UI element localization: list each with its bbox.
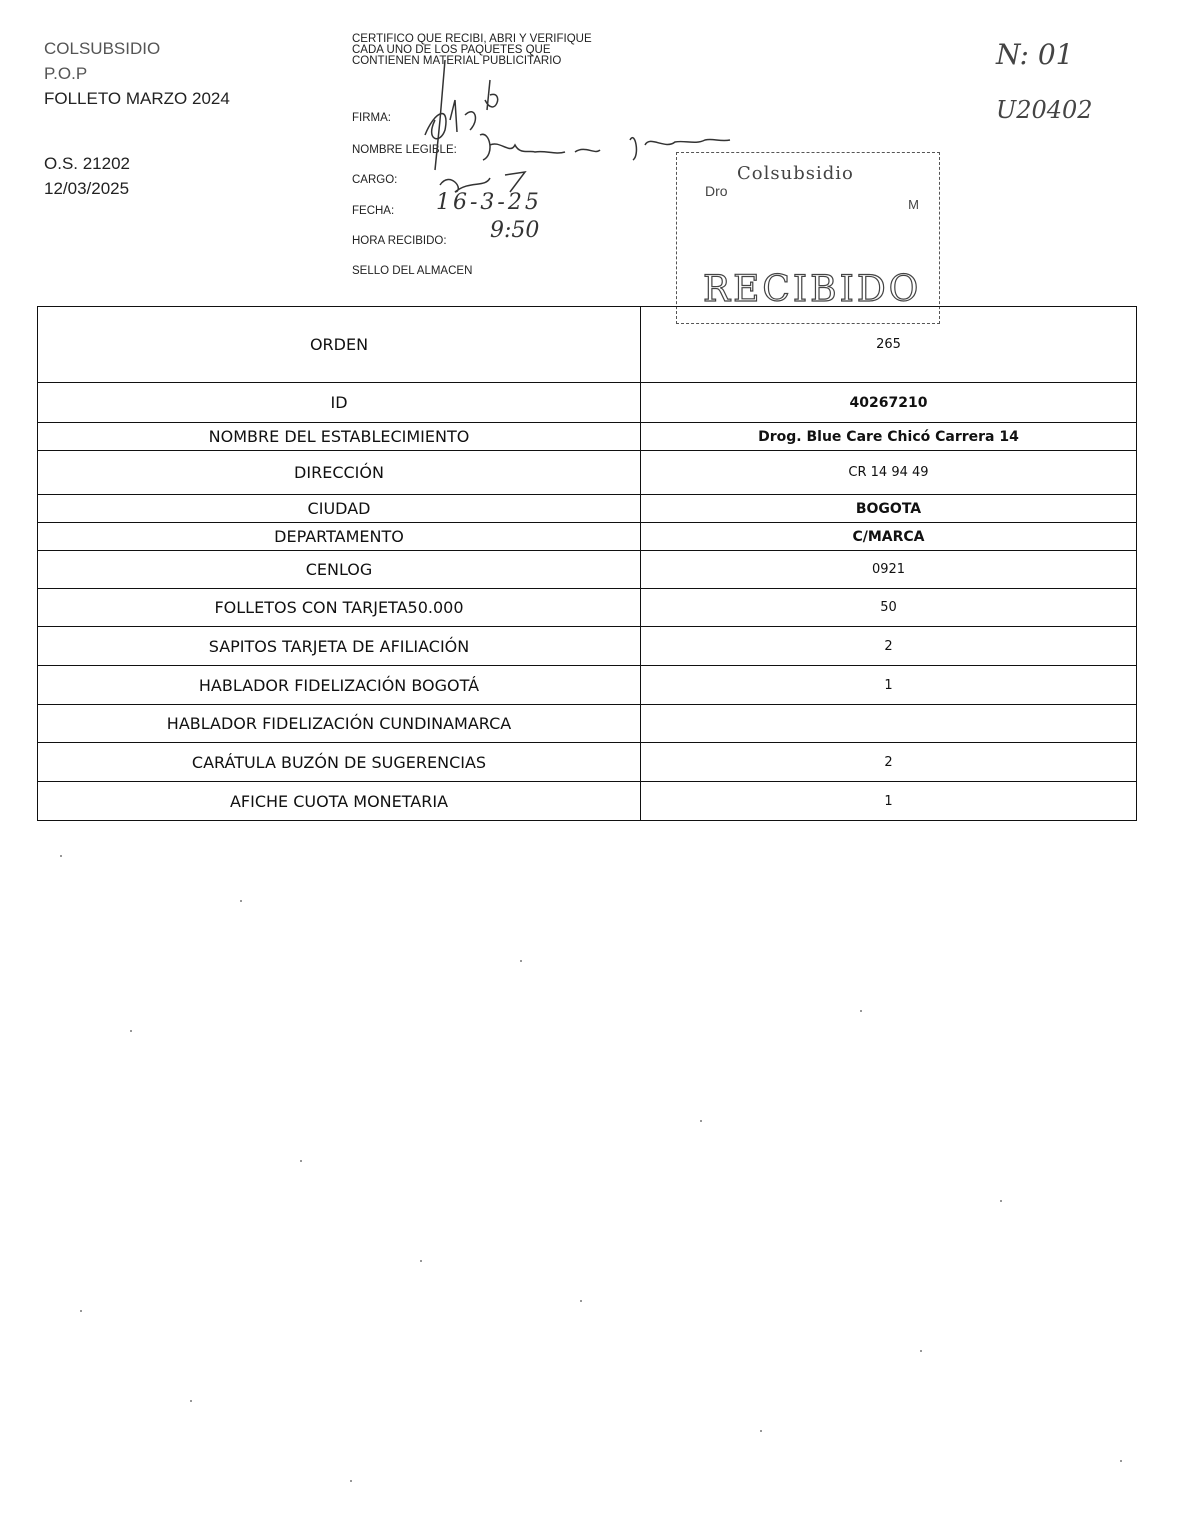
handwritten-number: N: 01 — [996, 38, 1074, 71]
row-label: AFICHE CUOTA MONETARIA — [38, 782, 641, 821]
table-row — [38, 743, 1137, 782]
row-value: 1 — [641, 666, 1137, 705]
scan-speck — [1000, 1200, 1002, 1202]
row-value: 2 — [641, 627, 1137, 666]
row-value: 1 — [641, 782, 1137, 821]
scan-speck — [60, 855, 62, 857]
stamp-brand: Colsubsidio — [737, 163, 854, 184]
handwritten-code: U20402 — [996, 96, 1093, 124]
row-value: 0921 — [641, 551, 1137, 589]
row-label: DEPARTAMENTO — [38, 523, 641, 551]
table-row — [38, 782, 1137, 821]
row-label: HABLADOR FIDELIZACIÓN BOGOTÁ — [38, 666, 641, 705]
hora-label: HORA RECIBIDO: — [352, 235, 447, 247]
certificate-text: CERTIFICO QUE RECIBI, ABRI Y VERIFIQUE CADA UNO DE LOS PAQUETES QUE CONTIENEN MATERIAL PUBLICITARIO — [352, 33, 592, 67]
row-label: SAPITOS TARJETA DE AFILIACIÓN — [38, 627, 641, 666]
table-row — [38, 589, 1137, 627]
scan-speck — [1120, 1460, 1122, 1462]
folleto-title: FOLLETO MARZO 2024 — [44, 89, 230, 108]
table-row — [38, 423, 1137, 451]
scan-speck — [130, 1030, 132, 1032]
stamp-dro: Dro — [705, 183, 728, 199]
table-row — [38, 451, 1137, 495]
table-row — [38, 627, 1137, 666]
firma-label: FIRMA: — [352, 112, 391, 124]
row-value: CR 14 94 49 — [641, 451, 1137, 495]
table-row — [38, 523, 1137, 551]
scan-speck — [80, 1310, 82, 1312]
nombre-label: NOMBRE LEGIBLE: — [352, 144, 457, 156]
received-stamp — [676, 152, 940, 324]
doc-date: 12/03/2025 — [44, 179, 130, 198]
table-row — [38, 666, 1137, 705]
row-label: DIRECCIÓN — [38, 451, 641, 495]
table-row — [38, 383, 1137, 423]
scan-speck — [920, 1350, 922, 1352]
row-label: ORDEN — [38, 307, 641, 383]
table-row — [38, 495, 1137, 523]
row-label: NOMBRE DEL ESTABLECIMIENTO — [38, 423, 641, 451]
row-label: ID — [38, 383, 641, 423]
sello-label: SELLO DEL ALMACEN — [352, 265, 473, 277]
scan-speck — [190, 1400, 192, 1402]
row-label: CENLOG — [38, 551, 641, 589]
stamp-status: RECIBIDO — [703, 269, 922, 310]
row-label: HABLADOR FIDELIZACIÓN CUNDINAMARCA — [38, 705, 641, 743]
row-label: CIUDAD — [38, 495, 641, 523]
delivery-table — [37, 306, 1137, 821]
table-row — [38, 307, 1137, 383]
row-value: 40267210 — [641, 383, 1137, 423]
fecha-label: FECHA: — [352, 205, 395, 217]
row-value: 50 — [641, 589, 1137, 627]
handwritten-fecha: 16-3-25 — [436, 190, 542, 215]
table-row — [38, 551, 1137, 589]
order-service: O.S. 21202 — [44, 154, 131, 173]
row-value: C/MARCA — [641, 523, 1137, 551]
org-name: COLSUBSIDIO — [44, 39, 161, 58]
table-row — [38, 705, 1137, 743]
scan-speck — [520, 960, 522, 962]
header-left — [44, 36, 230, 201]
scan-speck — [300, 1160, 302, 1162]
scan-speck — [700, 1120, 702, 1122]
scan-speck — [420, 1260, 422, 1262]
scan-speck — [350, 1480, 352, 1482]
row-value: Drog. Blue Care Chicó Carrera 14 — [641, 423, 1137, 451]
scan-speck — [760, 1430, 762, 1432]
pop-code: P.O.P — [44, 64, 88, 83]
stamp-letter: M — [908, 197, 919, 212]
row-value: 265 — [641, 307, 1137, 383]
row-value — [641, 705, 1137, 743]
row-value: BOGOTA — [641, 495, 1137, 523]
row-label: CARÁTULA BUZÓN DE SUGERENCIAS — [38, 743, 641, 782]
scan-speck — [240, 900, 242, 902]
row-value: 2 — [641, 743, 1137, 782]
cargo-label: CARGO: — [352, 174, 398, 186]
handwritten-hora: 9:50 — [490, 218, 540, 243]
row-label: FOLLETOS CON TARJETA50.000 — [38, 589, 641, 627]
scan-speck — [860, 1010, 862, 1012]
scan-speck — [580, 1300, 582, 1302]
